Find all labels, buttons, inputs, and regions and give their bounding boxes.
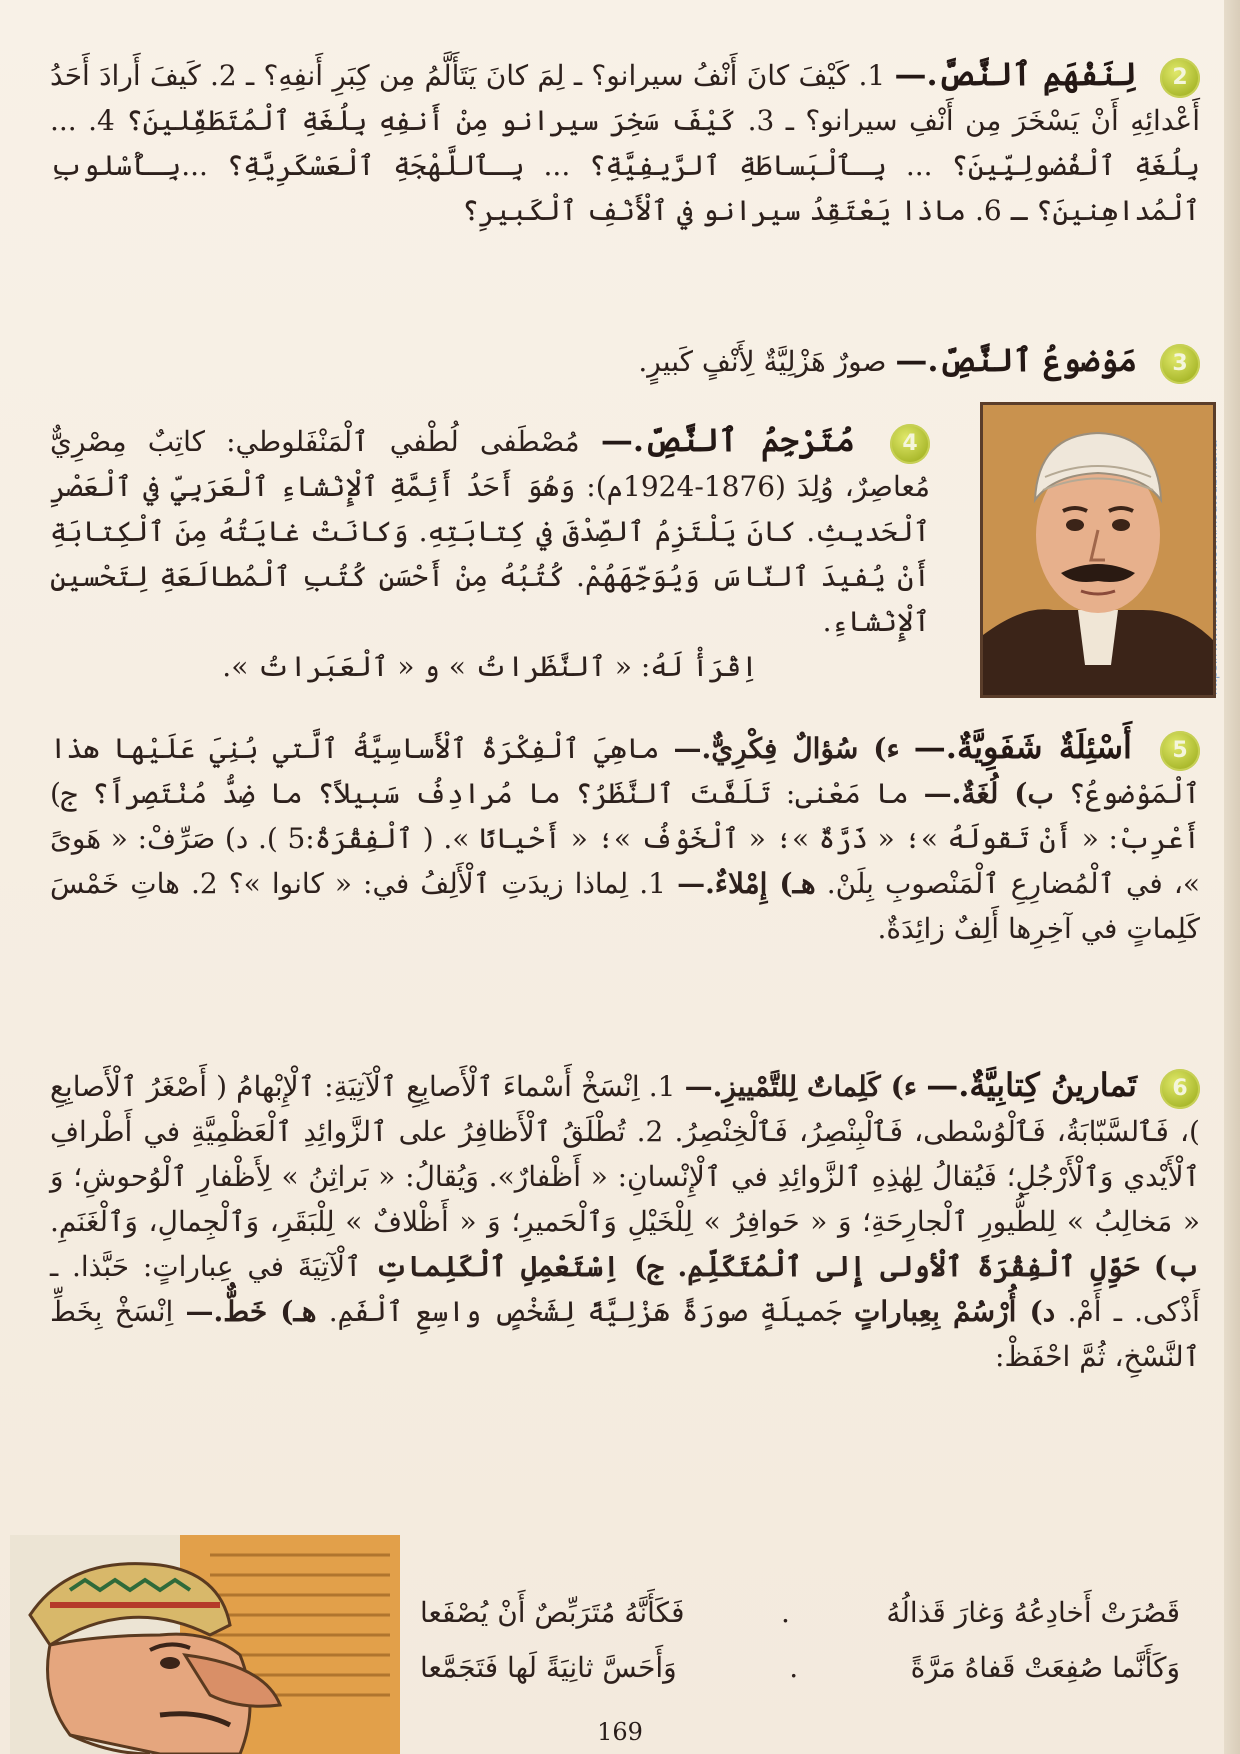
section-oral-questions: [50, 725, 1200, 951]
portrait-illustration: [983, 405, 1213, 695]
section-number: 3: [1160, 344, 1200, 384]
section-number: 5: [1160, 731, 1200, 771]
section-translator: [50, 418, 930, 689]
part-b-label: ب) حَوِّلِ ٱلْفِقْرَةَ ٱلْأولى إِلى ٱلْمُتَكَلِّمِ.: [677, 1250, 1200, 1283]
section-text: 1. كَيْفَ كانَ أَنْفُ سيرانو؟ ـ لِمَ كانَ يَتَأَلَّمُ مِن كِبَرِ أَنفِهِ؟ ـ 2. كَيفَ أَرادَ أَحَدُ أَعْدائِهِ أَنْ يَسْخَرَ مِن أَنْفِ سيرانو؟ ـ 3. كَيْفَ سَخِرَ سيرانو مِنْ أَنفِهِ بِلُغَةِ ٱلْمُتَطَفِّلينَ؟ 4. ... بِلُغَةِ ٱلْفُضولِيِّينَ؟ ... بِـٱلْبَساطَةِ ٱلرَّيفِيَّةِ؟ ... بِـٱللَّهْجَةِ ٱلْعَسْكَرِيَّةِ؟ ...بِـأُسْلوبِ ٱلْمُداهِنينَ؟ ـ 6. ماذا يَعْتَقِدُ سيرانو في ٱلْأَنْفِ ٱلْكَبيرِ؟: [50, 59, 1200, 227]
part-e-text: اِنْسَخْ بِخَطِّ ٱلنَّسْخِ، ثُمَّ احْفَظْ:: [50, 1295, 1200, 1373]
part-c-label: ج) اِسْتَعْمِلِ ٱلْكَلِماتِ: [375, 1250, 664, 1283]
part-b-label: ب) لُغَةٌ.—: [923, 777, 1054, 810]
section-number: 2: [1160, 58, 1200, 98]
part-e-text: 1. لِماذا زيدَتِ ٱلْأَلِفُ في: « كانوا »؟ 2. هاتِ خَمْسَ كَلِماتٍ في آخِرِها أَلِفٌ زائِدَةٌ.: [50, 867, 1200, 945]
section-text: مُصْطَفى لُطْفي ٱلْمَنْفَلوطي: كاتِبٌ مِصْرِيٌّ مُعاصِرٌ، وُلِدَ (1876-1924م): وَهُوَ أَحَدُ أَئِمَّةِ ٱلْإِنْشاءِ ٱلْعَرَبِيِّ في ٱلْعَصْرِ ٱلْحَديثِ. كانَ يَلْتَزِمُ ٱلصِّدْقَ في كِتابَتِهِ. وَكانَتْ غايَتُهُ مِنَ ٱلْكِتابَةِ أَنْ يُفيدَ ٱلنّاسَ وَيُوَجِّهَهُمْ. كُتُبُهُ مِنْ أَحْسَنِ كُتُبِ ٱلْمُطالَعَةِ لِتَحْسينِ ٱلْإِنْشاءِ.: [50, 425, 930, 638]
verse-separator: .: [781, 1596, 790, 1629]
part-a-label: ء) سُؤالٌ فِكْرِيٌّ.—: [673, 732, 900, 765]
section-title: أَسْئِلَةٌ شَفَوِيَّةٌ.—: [913, 728, 1132, 766]
part-e-label: هـ) إِمْلاءٌ.—: [677, 867, 816, 900]
poem-verse-2: [420, 1640, 1180, 1695]
verse-first-hemistich: قَصُرَتْ أَخادِعُهُ وَغارَ قَذالُهُ: [886, 1596, 1180, 1629]
section-title: مَوْضوعُ ٱلنَّصِّ.—: [895, 341, 1138, 379]
section-understand: [50, 52, 1200, 233]
translator-portrait: [980, 402, 1216, 698]
part-d-text: جَميلَةٍ صورَةً هَزْلِيَّةً لِشَخْصٍ واسِعِ ٱلْفَمِ.: [328, 1295, 842, 1328]
part-c-text: ج) أَعْرِبْ: « أَنْ تَقولَهُ »؛ « ذَرَّةٌ »؛ « ٱلْخَوْفُ »؛ « أَحْيانًا ». ( ٱلْفِقْرَةُ:5 ).: [50, 777, 1200, 855]
section-number: 6: [1160, 1069, 1200, 1109]
section-number: 4: [890, 424, 930, 464]
section-title: لِنَفْهَمِ ٱلنَّصَّ.—: [894, 55, 1137, 93]
read-more-line: اِقْرَأْ لَهُ: « ٱلنَّظَراتُ » و « ٱلْعَبَراتُ ».: [222, 650, 758, 683]
section-written-exercises: [50, 1063, 1200, 1379]
part-d-label: د) أُرْسُمْ بِعِباراتٍ: [854, 1295, 1056, 1328]
page-number: 169: [597, 1718, 643, 1746]
verse-second-hemistich: فَكَأَنَّهُ مُتَرَبِّصٌ أَنْ يُصْفَعا: [420, 1596, 685, 1629]
verse-separator: .: [789, 1651, 799, 1684]
poem-verses: [420, 1585, 1180, 1695]
poem-verse-1: [420, 1585, 1180, 1640]
part-a-label: ء) كَلِماتٌ لِلتَّمْييزِ.—: [684, 1070, 918, 1103]
verse-first-hemistich: وَكَأَنَّما صُفِعَتْ قَفاهُ مَرَّةً: [910, 1651, 1180, 1684]
part-a-text: 1. اِنْسَخْ أَسْماءَ ٱلْأَصابِعِ ٱلْآتِيَةِ: ٱلْإِبْهامُ ( أَصْغَرُ ٱلْأَصابِعِ )، فَٱلسَّبّابَةُ، فَٱلْوُسْطى، فَٱلْبِنْصِرُ، فَٱلْخِنْصِرُ. 2. تُطْلَقُ ٱلْأَظافِرُ على ٱلزَّوائِدِ ٱلْعَظْمِيَّةِ في أَطْرافِ ٱلْأَيْدي وَٱلْأَرْجُلِ؛ فَيُقالُ لِهٰذِهِ ٱلزَّوائِدِ في ٱلْإِنْسانِ: « أَظْفارٌ». وَيُقالُ: « بَراثِنُ » لِأَظْفارِ ٱلْوُحوشِ؛ وَ « مَخالِبُ » لِلطُّيورِ ٱلْجارِحَةِ؛ وَ « حَوافِرُ » لِلْخَيْلِ وَٱلْحَميرِ؛ وَ « أَظْلافٌ » لِلْبَقَرِ، وَٱلْجِمالِ، وَٱلْغَنَمِ.: [50, 1070, 1200, 1238]
section-topic: [50, 338, 1200, 384]
verse-second-hemistich: وَأَحَسَّ ثانِيَةً لَها فَتَجَمَّعا: [420, 1651, 677, 1684]
part-a-text: ماهِيَ ٱلْفِكْرَةُ ٱلْأَساسِيَّةُ ٱلَّتي بُنِيَ عَلَيْها هذا ٱلْمَوْضوعُ؟: [50, 732, 1201, 810]
part-c-text: ٱلْآتِيَةَ في عِباراتٍ: حَبَّذا. ـ أَذْكى. ـ أَمْ.: [50, 1250, 1200, 1328]
section-text: صورٌ هَزْلِيَّةٌ لِأَنْفٍ كَبيرٍ.: [638, 345, 887, 378]
section-title: مُتَرْجِمُ ٱلنَّصِّ.—: [600, 421, 855, 459]
part-e-label: هـ) خَطٌّ.—: [185, 1295, 317, 1328]
page-margin: [1224, 0, 1240, 1754]
part-d-text: د) صَرِّفْ: « هَوىً »، في ٱلْمُضارِعِ ٱلْمَنْصوبِ بِلَنْ.: [50, 822, 1200, 900]
section-title: تَمارينُ كِتابِيَّةٌ.—: [926, 1066, 1137, 1104]
part-b-text: ما مَعْنى: تَلَفَّتَ ٱلنَّظَرُ؟ ما مُرادِفُ سَبيلاً؟ ما ضِدُّ مُنْتَصِراً؟: [92, 777, 909, 810]
